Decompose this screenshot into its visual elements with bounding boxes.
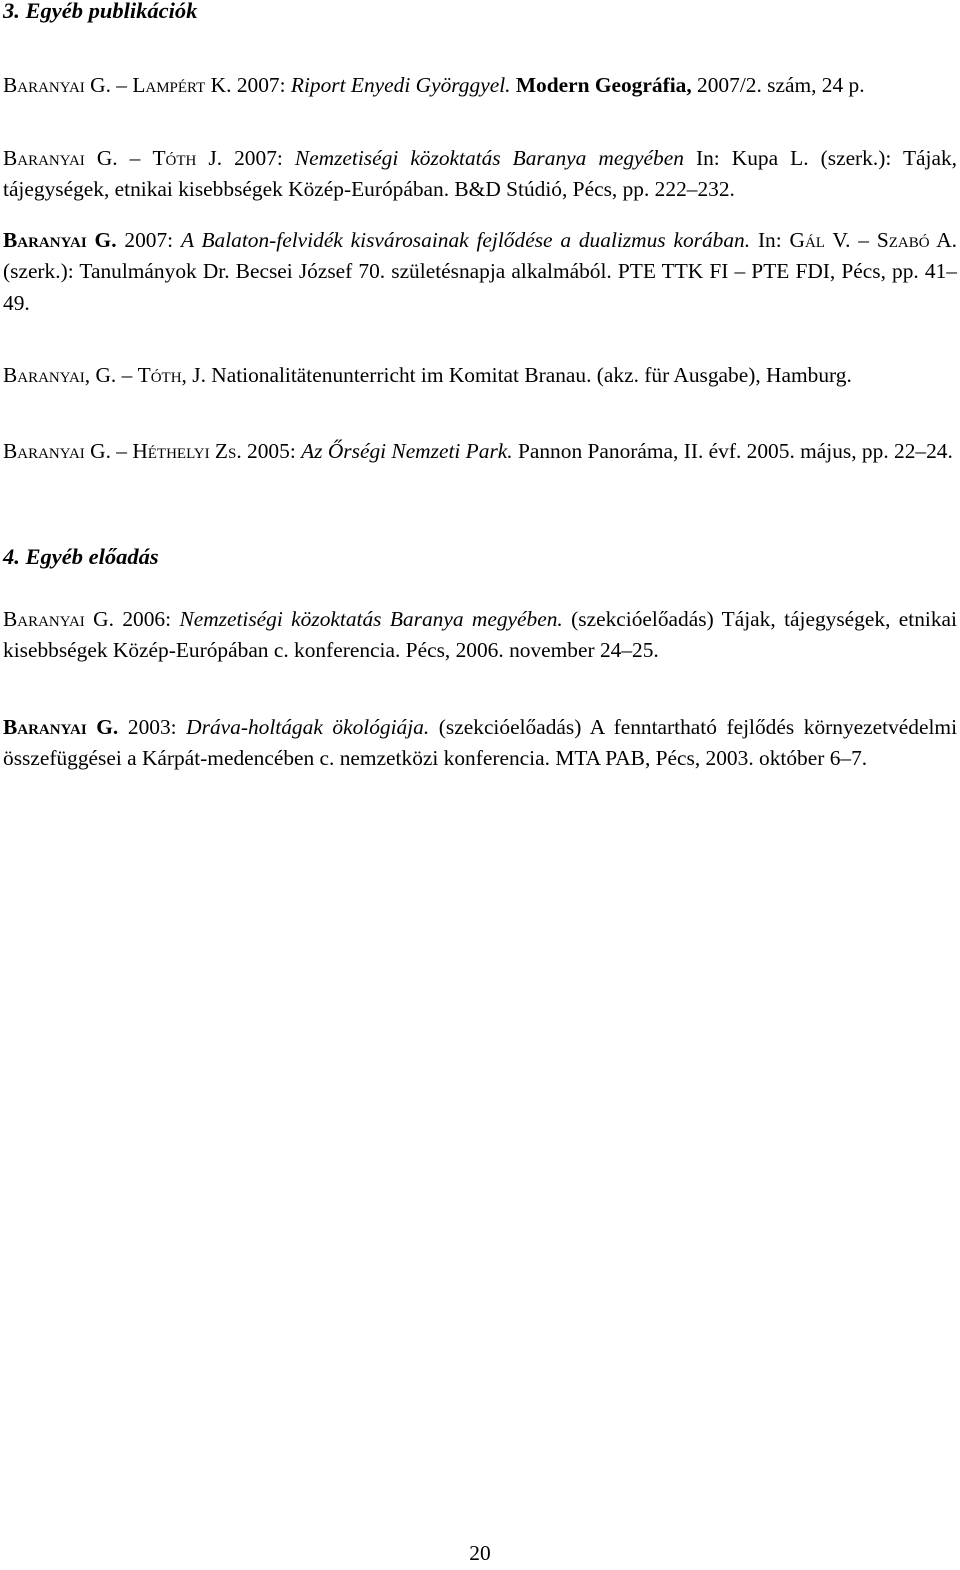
author-name: Baranyai, G. [3, 363, 117, 387]
author-name: Baranyai G. [3, 73, 111, 97]
author-name: Héthelyi Zs. [132, 439, 242, 463]
page-number: 20 [469, 1541, 491, 1565]
entry-text: In: [750, 228, 790, 252]
entry-title: A Balaton-felvidék kisvárosainak fejlődése a dualizmus korában. [180, 228, 751, 252]
presentation-entry [3, 604, 957, 667]
entry-text: 2007/2. szám, 24 p. [691, 73, 865, 97]
publication-entry [3, 70, 957, 101]
entry-text: (szerk.): Tanulmányok Dr. Becsei József 70. születésnapja alkalmából. PTE TTK FI – PTE FDI, Pécs, pp. 41–49. [3, 259, 957, 315]
publication-entry [3, 225, 957, 319]
author-name: Baranyai G. [3, 607, 114, 631]
entry-text: (szekcióelőadás) A fenntartható fejlődés környezetvédelmi összefüggései a Kárpát-medencében c. nemzetközi konferencia. MTA PAB, Pécs, 2003. október 6–7. [3, 715, 958, 771]
entry-text: (szekcióelőadás) Tájak, tájegységek, etnikai kisebbségek Közép-Európában c. konferencia. Pécs, 2006. november 24–25. [3, 607, 957, 663]
entry-text: Nationalitätenunterricht im Komitat Branau. (akz. für Ausgabe), Hamburg. [205, 363, 852, 387]
entry-title: Riport Enyedi Györggyel. [290, 73, 511, 97]
entry-text: In: Kupa L. (szerk.): Tájak, tájegységek, etnikai kisebbségek Közép-Európában. B&D Stúdió, Pécs, pp. 222–232. [3, 146, 957, 202]
entry-text: 2005: [241, 439, 302, 463]
section-heading-presentations: 4. Egyéb előadás [3, 544, 159, 569]
author-name: Baranyai G. [3, 439, 111, 463]
entry-text: 2003: [118, 715, 187, 739]
publication-entry [3, 436, 957, 467]
entry-text: – [117, 146, 153, 170]
editor-name: Gál V. [789, 228, 851, 252]
entry-text: – [110, 439, 133, 463]
entry-text: – [850, 228, 877, 252]
presentation-entry [3, 712, 957, 775]
entry-text: 2006: [113, 607, 180, 631]
author-name: Tóth J. [152, 146, 223, 170]
entry-title: Dráva-holtágak ökológiája. [186, 715, 430, 739]
entry-text: 2007: [231, 73, 291, 97]
section-heading-publications: 3. Egyéb publikációk [3, 0, 198, 23]
entry-text: 2007: [222, 146, 295, 170]
author-name: Tóth, J. [137, 363, 206, 387]
entry-title: Nemzetiségi közoktatás Baranya megyében [294, 146, 684, 170]
entry-title: Nemzetiségi közoktatás Baranya megyében. [179, 607, 563, 631]
author-name: Baranyai G. [3, 146, 118, 170]
entry-text: – [110, 73, 133, 97]
entry-text: 2007: [116, 228, 181, 252]
publication-entry [3, 360, 957, 391]
author-name: Baranyai G. [3, 715, 119, 739]
publication-entry [3, 143, 957, 206]
entry-text: Pannon Panoráma, II. évf. 2005. május, pp. 22–24. [512, 439, 953, 463]
entry-title: Az Őrségi Nemzeti Park. [301, 439, 513, 463]
entry-text: – [116, 363, 138, 387]
author-name: Baranyai G. [3, 228, 117, 252]
journal-name: Modern Geográfia, [515, 73, 692, 97]
author-name: Lampért K. [132, 73, 232, 97]
editor-name: Szabó A. [876, 228, 957, 252]
